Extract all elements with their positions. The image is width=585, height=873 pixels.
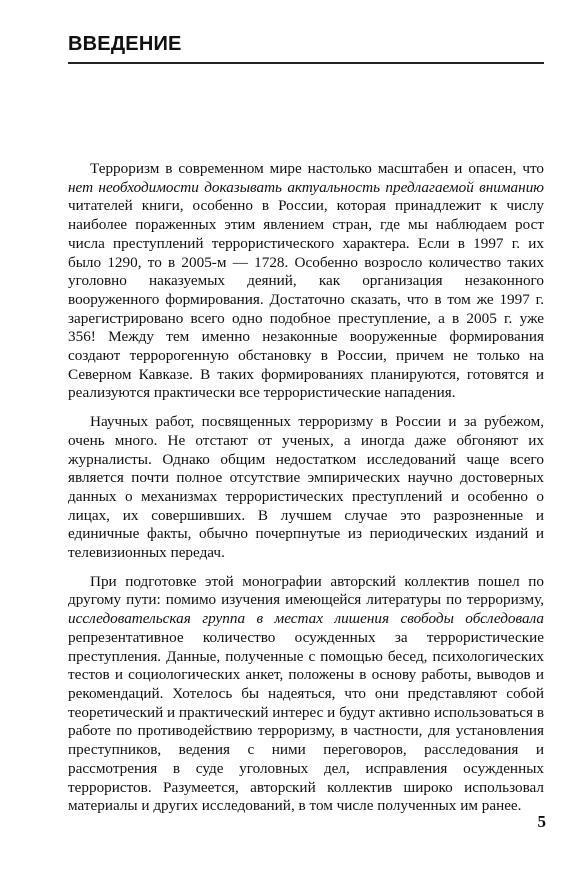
paragraph-3-segment-1: При подготовке этой монографии авторский коллектив пошел по другому пути: помимо изучения имеющейся литературы по терроризму, <box>68 572 544 609</box>
section-title: ВВЕДЕНИЕ <box>68 33 182 55</box>
page-number: 5 <box>537 812 546 831</box>
paragraph-1 <box>68 160 544 403</box>
paragraph-3 <box>68 573 544 816</box>
paragraph-2-segment-1: Научных работ, посвященных терроризму в России и за рубежом, очень много. Не отстают от ученых, а иногда даже обгоняют их журналисты. Однако общим недостатком исследований чаще всего является почти полное отсутствие эмпирических научно достоверных данных о механизмах террористических преступлений и особенно о лицах, их совершивших. В лучшем случае это разрозненные и единичные факты, обычно почерпнутые из периодических изданий и телевизионных передач. <box>68 413 544 562</box>
paragraph-3-italic-segment: исследовательская группа в местах лишения свободы обследовала <box>68 610 544 628</box>
body-text <box>68 160 544 816</box>
paragraph-3-segment-3: репрезентативное количество осужденных за террористические преступления. Данные, полученные с помощью бесед, психологических тестов и социологических анкет, положены в основу работы, выводов и рекомендаций. Хотелось бы надеяться, что они представляют собой теоретический и практический интерес и будут активно использоваться в работе по противодействию терроризму, в частности, для установления преступников, ведения с ними переговоров, расследования и рассмотрения в суде уголовных дел, исправления осужденных террористов. Разумеется, авторский коллектив широко использовал материалы и других исследований, в том числе полученных им ранее. <box>68 628 544 815</box>
paragraph-2 <box>68 413 544 563</box>
paragraph-1-segment-1: Терроризм в современном мире настолько масштабен и опасен, что <box>90 160 544 177</box>
paragraph-1-italic-segment: нет необходимости доказывать актуальность предлагаемой вниманию <box>68 178 544 196</box>
header-divider <box>68 62 544 64</box>
paragraph-1-segment-3: читателей книги, особенно в России, которая принадлежит к числу наиболее пораженных этим явлением стран, где мы наблюдаем рост числа преступлений террористического характера. Если в 1997 г. их было 1290, то в 2005-м — 1728. Особенно возросло количество таких уголовно наказуемых деяний, как организация незаконного вооруженного формирования. Достаточно сказать, что в том же 1997 г. зарегистрировано всего одно подобное преступление, а в 2005 г. уже 356! Между тем именно незаконные вооруженные формирования создают терророгенную обстановку в России, причем не только на Северном Кавказе. В таких формированиях планируются, готовятся и реализуются практически все террористические нападения. <box>68 197 544 402</box>
